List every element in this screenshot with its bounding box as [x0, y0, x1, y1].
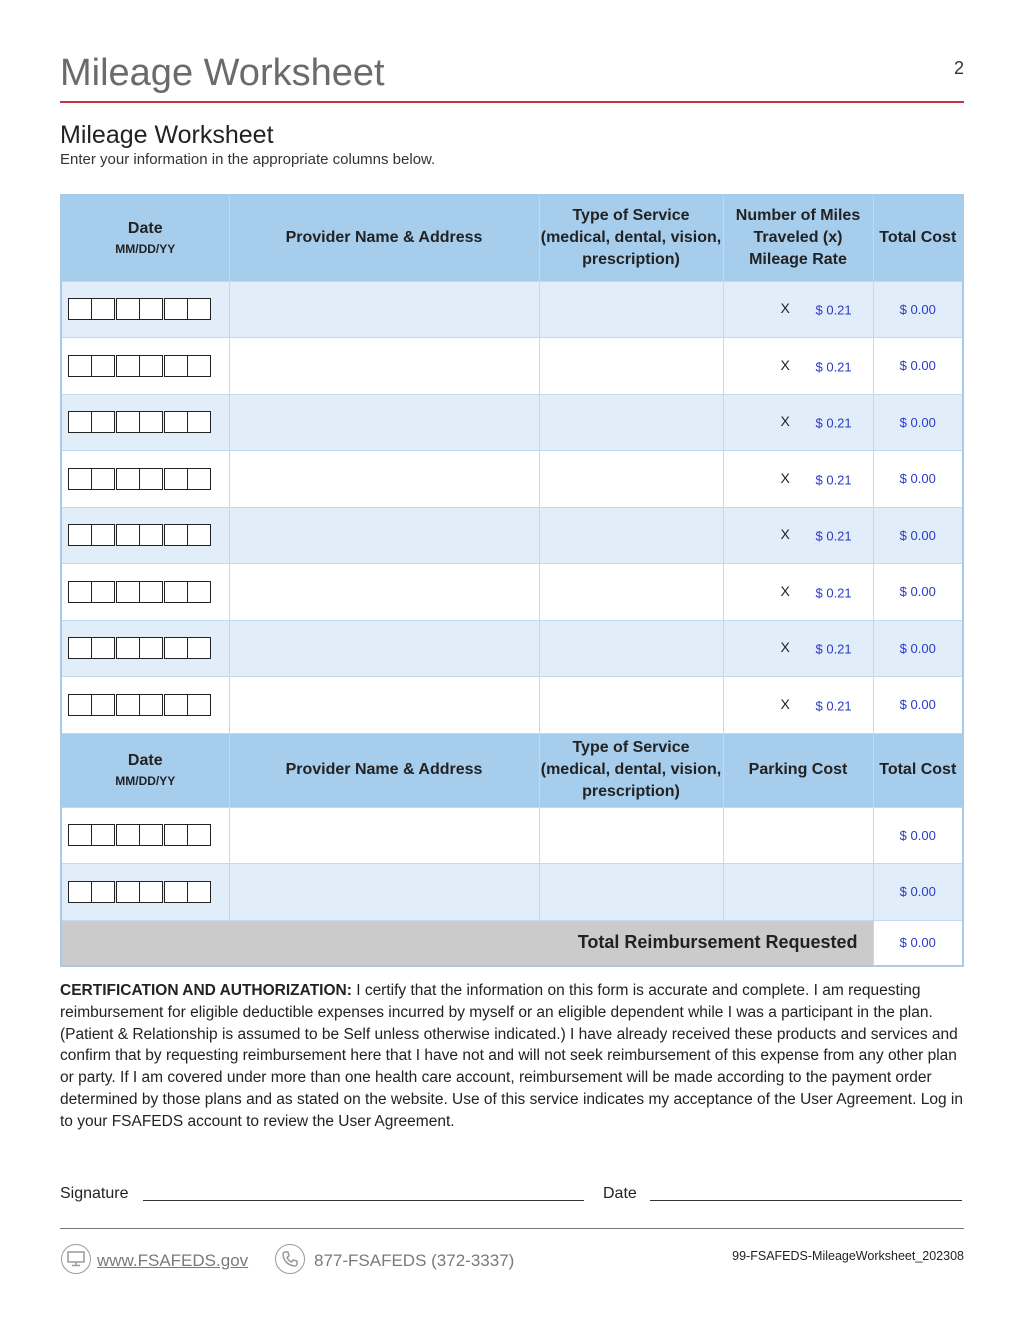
mileage-rate: $ 0.21 [815, 359, 852, 374]
date-digit-box[interactable] [68, 355, 92, 377]
date-input [61, 338, 229, 395]
parking-header-row [61, 733, 963, 807]
signature-date-field[interactable] [650, 1200, 962, 1201]
date-digit-box[interactable] [187, 298, 211, 320]
parking-cost-field[interactable] [723, 807, 873, 864]
date-digit-box[interactable] [139, 298, 163, 320]
date-digit-box[interactable] [116, 881, 140, 903]
date-input [61, 564, 229, 621]
date-digit-box[interactable] [68, 581, 92, 603]
provider-field[interactable] [229, 394, 539, 451]
date-digit-box[interactable] [187, 694, 211, 716]
date-digit-box[interactable] [187, 411, 211, 433]
date-digit-box[interactable] [68, 298, 92, 320]
multiply-sign: X [780, 582, 790, 599]
signature-label: Signature [60, 1185, 129, 1202]
date-digit-box[interactable] [91, 581, 115, 603]
total-reimbursement-label: Total Reimbursement Requested [61, 920, 873, 966]
website-link[interactable]: www.FSAFEDS.gov [97, 1251, 249, 1270]
date-digit-box[interactable] [116, 637, 140, 659]
miles-field[interactable] [723, 281, 873, 338]
multiply-sign: X [780, 356, 790, 373]
date-digit-box[interactable] [116, 298, 140, 320]
date-digit-box[interactable] [139, 581, 163, 603]
date-digit-box[interactable] [164, 524, 188, 546]
mileage-rate: $ 0.21 [815, 528, 852, 544]
row-total-cost: $ 0.00 [873, 564, 963, 621]
date-digit-box[interactable] [68, 468, 92, 490]
date-digit-box[interactable] [91, 881, 115, 903]
page-number: 2 [953, 58, 964, 78]
service-type-field[interactable] [539, 807, 723, 864]
header-date-format: MM/DD/YY [115, 774, 176, 788]
phone-number: 877-FSAFEDS (372-3337) [314, 1251, 515, 1270]
service-type-field[interactable] [539, 564, 723, 621]
miles-field[interactable] [723, 507, 873, 564]
multiply-sign: X [780, 300, 790, 317]
page-title: Mileage Worksheet [60, 52, 385, 94]
provider-field[interactable] [229, 507, 539, 564]
date-digit-box[interactable] [187, 581, 211, 603]
date-input [61, 451, 229, 508]
miles-field[interactable] [723, 451, 873, 508]
mileage-row [61, 677, 963, 734]
header-total-cost: Total Cost [873, 195, 963, 281]
header-provider: Provider Name & Address [229, 195, 539, 281]
row-total-cost: $ 0.00 [873, 807, 963, 864]
miles-field[interactable] [723, 620, 873, 677]
date-digit-box[interactable] [68, 524, 92, 546]
provider-field[interactable] [229, 338, 539, 395]
date-digit-box[interactable] [187, 637, 211, 659]
multiply-sign: X [780, 413, 790, 430]
miles-field[interactable] [723, 394, 873, 451]
date-digit-box[interactable] [139, 637, 163, 659]
date-digit-box[interactable] [164, 824, 188, 846]
mileage-rate: $ 0.21 [815, 641, 852, 657]
mileage-row [61, 451, 963, 508]
mileage-row [61, 394, 963, 451]
date-digit-box[interactable] [187, 355, 211, 377]
service-type-field[interactable] [539, 620, 723, 677]
certification-text [60, 980, 964, 1133]
mileage-rate: $ 0.21 [815, 698, 852, 713]
service-type-field[interactable] [539, 864, 723, 921]
date-digit-box[interactable] [139, 355, 163, 377]
date-digit-box[interactable] [164, 298, 188, 320]
date-input [61, 620, 229, 677]
date-digit-box[interactable] [116, 468, 140, 490]
service-type-field[interactable] [539, 451, 723, 508]
date-input [61, 394, 229, 451]
date-input [61, 677, 229, 734]
date-digit-box[interactable] [139, 694, 163, 716]
mileage-worksheet-table [60, 194, 964, 967]
mileage-rate: $ 0.21 [815, 472, 852, 487]
date-digit-box[interactable] [91, 824, 115, 846]
mileage-rate: $ 0.21 [815, 302, 852, 318]
provider-field[interactable] [229, 564, 539, 621]
date-digit-box[interactable] [68, 411, 92, 433]
date-digit-box[interactable] [139, 881, 163, 903]
total-reimbursement-value: $ 0.00 [873, 920, 963, 966]
mileage-row [61, 507, 963, 564]
row-total-cost: $ 0.00 [873, 864, 963, 921]
header-parking-cost: Parking Cost [723, 733, 873, 807]
form-code: 99-FSAFEDS-MileageWorksheet_202308 [732, 1249, 964, 1263]
date-digit-box[interactable] [91, 694, 115, 716]
header-service-type: Type of Service (medical, dental, vision, prescription) [539, 195, 723, 281]
date-digit-box[interactable] [116, 355, 140, 377]
date-digit-box[interactable] [68, 824, 92, 846]
multiply-sign: X [780, 526, 790, 543]
mileage-row [61, 564, 963, 621]
header-provider: Provider Name & Address [229, 733, 539, 807]
date-digit-box[interactable] [91, 298, 115, 320]
date-digit-box[interactable] [139, 824, 163, 846]
date-digit-box[interactable] [139, 524, 163, 546]
provider-field[interactable] [229, 451, 539, 508]
section-instructions: Enter your information in the appropriate columns below. [60, 151, 436, 168]
provider-field[interactable] [229, 677, 539, 734]
miles-field[interactable] [723, 338, 873, 395]
header-date: Date MM/DD/YY [61, 195, 229, 281]
parking-row [61, 807, 963, 864]
date-digit-box[interactable] [116, 411, 140, 433]
header-total-cost: Total Cost [873, 733, 963, 807]
multiply-sign: X [780, 695, 790, 712]
mileage-row [61, 338, 963, 395]
signature-field[interactable] [143, 1200, 584, 1201]
title-divider [60, 101, 964, 103]
phone-icon [275, 1244, 305, 1274]
service-type-field[interactable] [539, 677, 723, 734]
mileage-row [61, 620, 963, 677]
date-digit-box[interactable] [164, 637, 188, 659]
date-digit-box[interactable] [139, 468, 163, 490]
service-type-field[interactable] [539, 394, 723, 451]
date-digit-box[interactable] [164, 355, 188, 377]
certification-heading: CERTIFICATION AND AUTHORIZATION: [60, 982, 352, 999]
row-total-cost: $ 0.00 [873, 620, 963, 677]
service-type-field[interactable] [539, 338, 723, 395]
date-digit-box[interactable] [68, 637, 92, 659]
row-total-cost: $ 0.00 [873, 338, 963, 395]
multiply-sign: X [780, 469, 790, 486]
date-digit-box[interactable] [91, 524, 115, 546]
provider-field[interactable] [229, 281, 539, 338]
date-digit-box[interactable] [187, 524, 211, 546]
computer-icon [61, 1244, 91, 1274]
date-digit-box[interactable] [164, 581, 188, 603]
row-total-cost: $ 0.00 [873, 507, 963, 564]
date-digit-box[interactable] [116, 824, 140, 846]
multiply-sign: X [780, 639, 790, 656]
signature-date-label: Date [603, 1185, 637, 1202]
section-title: Mileage Worksheet [60, 121, 274, 149]
footer-divider [60, 1228, 964, 1229]
provider-field[interactable] [229, 864, 539, 921]
header-date: Date MM/DD/YY [61, 733, 229, 807]
date-digit-box[interactable] [187, 824, 211, 846]
row-total-cost: $ 0.00 [873, 281, 963, 338]
provider-field[interactable] [229, 620, 539, 677]
mileage-row [61, 281, 963, 338]
date-digit-box[interactable] [68, 881, 92, 903]
date-digit-box[interactable] [68, 694, 92, 716]
parking-row [61, 864, 963, 921]
header-service-type: Type of Service (medical, dental, vision, prescription) [539, 733, 723, 807]
mileage-rate: $ 0.21 [815, 415, 852, 431]
date-digit-box[interactable] [116, 694, 140, 716]
header-miles-rate: Number of Miles Traveled (x) Mileage Rate [723, 195, 873, 281]
date-digit-box[interactable] [187, 468, 211, 490]
date-digit-box[interactable] [139, 411, 163, 433]
date-digit-box[interactable] [91, 468, 115, 490]
date-digit-box[interactable] [91, 355, 115, 377]
date-digit-box[interactable] [164, 881, 188, 903]
header-date-format: MM/DD/YY [115, 242, 176, 257]
date-digit-box[interactable] [91, 637, 115, 659]
service-type-field[interactable] [539, 281, 723, 338]
date-input [61, 507, 229, 564]
certification-body: I certify that the information on this form is accurate and complete. I am requesting reimbursement for eligible deductible expenses incurred by myself or an eligible dependent while I was a participant in the plan. (Patient & Relationship is assumed to be Self unless otherwise indicated.) I have already received these products and services and confirm that by requesting reimbursement here that I have not and will not seek reimbursement of this expense from any other plan or party. If I am covered under more than one health care account, reimbursement will be made according to the payment order determined by those plans and as stated on the website. Use of this service indicates my acceptance of the User Agreement. Log in to your FSAFEDS account to review the User Agreement. [60, 982, 963, 1130]
date-digit-box[interactable] [164, 694, 188, 716]
mileage-rate: $ 0.21 [815, 585, 852, 600]
date-digit-box[interactable] [116, 524, 140, 546]
row-total-cost: $ 0.00 [873, 394, 963, 451]
provider-field[interactable] [229, 807, 539, 864]
date-digit-box[interactable] [91, 411, 115, 433]
date-digit-box[interactable] [164, 468, 188, 490]
parking-cost-field[interactable] [723, 864, 873, 921]
date-digit-box[interactable] [116, 581, 140, 603]
date-input [61, 807, 229, 864]
row-total-cost: $ 0.00 [873, 677, 963, 734]
date-input [61, 281, 229, 338]
date-digit-box[interactable] [164, 411, 188, 433]
miles-field[interactable] [723, 677, 873, 734]
total-reimbursement-row [61, 920, 963, 966]
service-type-field[interactable] [539, 507, 723, 564]
date-input [61, 864, 229, 921]
mileage-header-row [61, 195, 963, 281]
date-digit-box[interactable] [187, 881, 211, 903]
miles-field[interactable] [723, 564, 873, 621]
row-total-cost: $ 0.00 [873, 451, 963, 508]
